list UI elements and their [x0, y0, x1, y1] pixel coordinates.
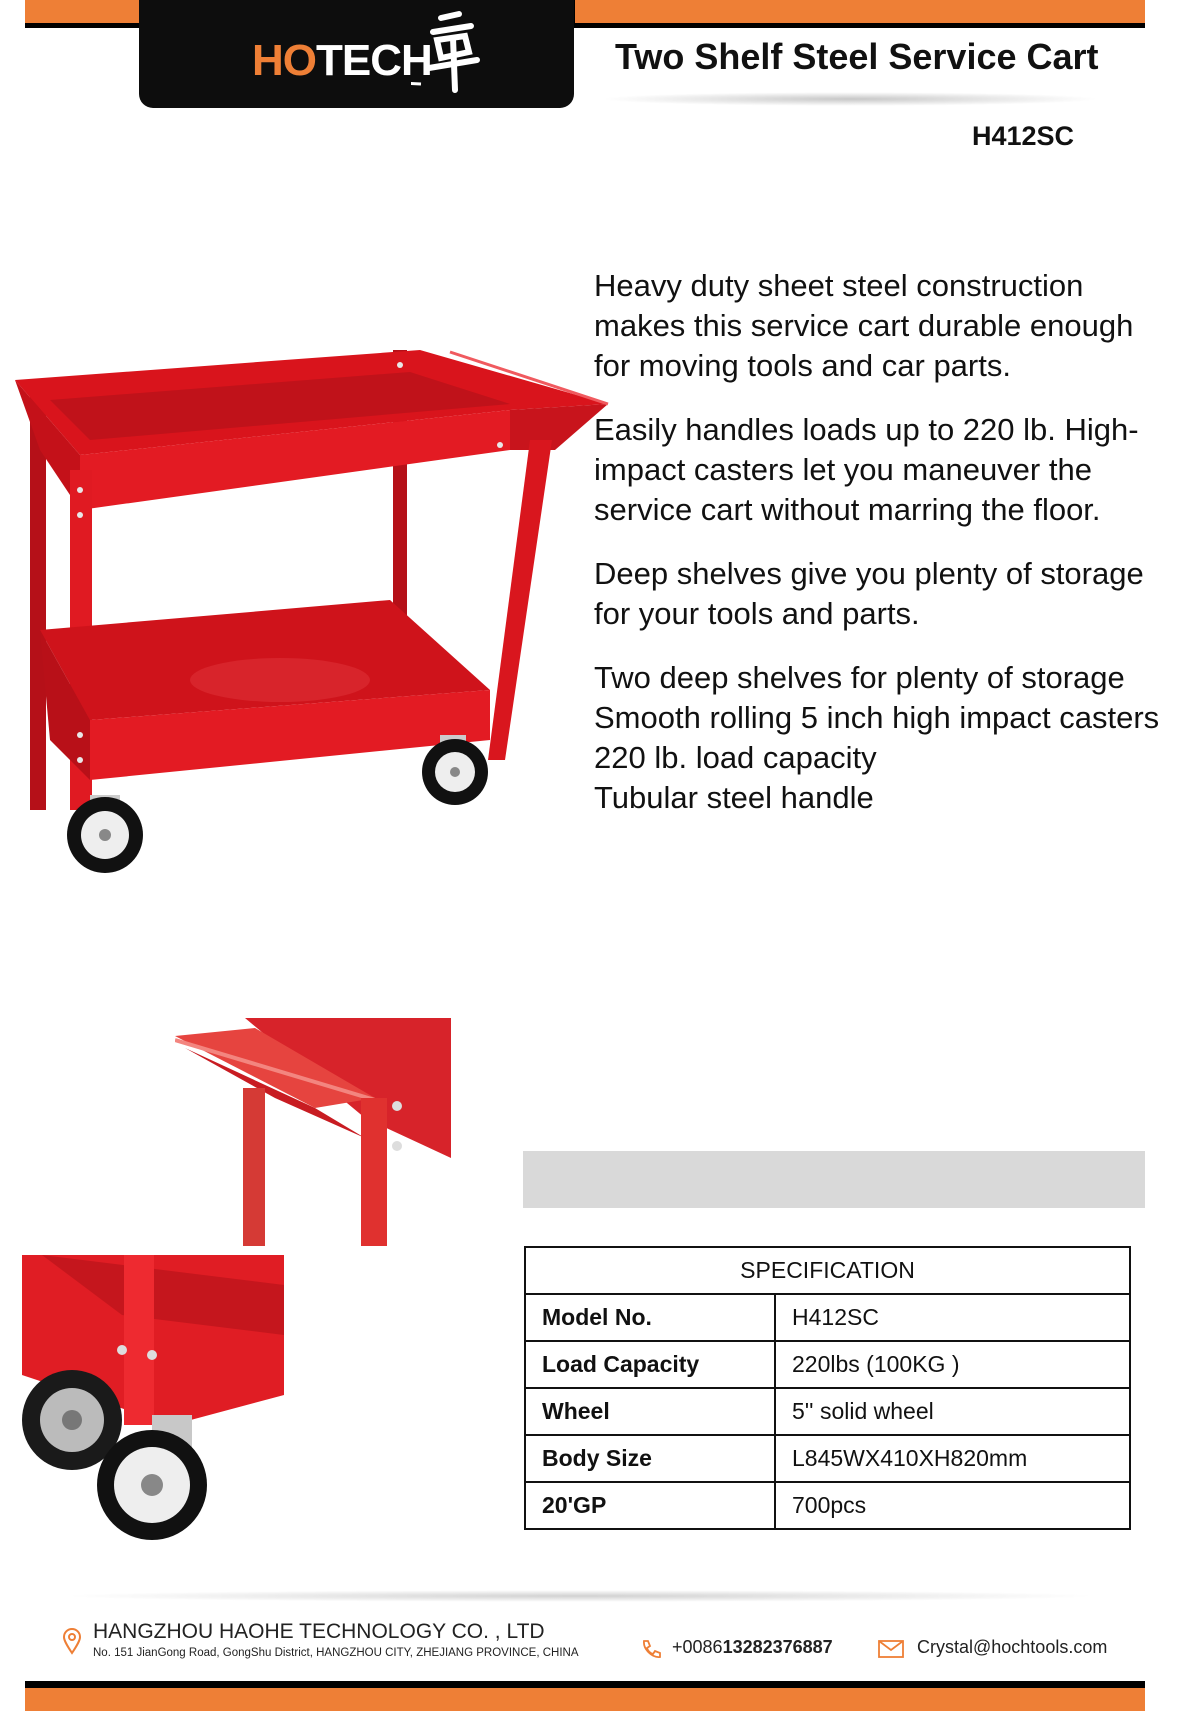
feature-item: Smooth rolling 5 inch high impact casters: [594, 700, 1160, 735]
email-address: Crystal@hochtools.com: [917, 1637, 1108, 1657]
description-paragraph: Easily handles loads up to 220 lb. High-impact casters let you maneuver the service cart without marring the floor.: [594, 412, 1139, 527]
table-row: [525, 1341, 1130, 1388]
logo-brush-icon: [411, 10, 491, 95]
title-shadow: [600, 92, 1100, 106]
product-description: [594, 266, 1174, 842]
location-pin-icon: [62, 1627, 82, 1655]
model-code: H412SC: [972, 121, 1075, 151]
top-bar-accent-right: [575, 0, 1145, 23]
handle-detail-image: [175, 1018, 451, 1246]
spec-heading: SPECIFICATION: [525, 1247, 1130, 1294]
company-address: No. 151 JianGong Road, GongShu District, HANGZHOU CITY, ZHEJIANG PROVINCE, CHINA: [93, 1647, 579, 1659]
mail-icon: [878, 1640, 904, 1658]
description-paragraph: Deep shelves give you plenty of storage for your tools and parts.: [594, 556, 1144, 631]
spec-key: Model No.: [525, 1294, 775, 1341]
cart-image: [10, 340, 610, 940]
table-row: [525, 1388, 1130, 1435]
phone-icon: [640, 1638, 662, 1660]
logo: [139, 0, 574, 108]
bottom-bar: [25, 1681, 1145, 1711]
table-row: [525, 1482, 1130, 1529]
grey-band: [523, 1151, 1145, 1208]
wheel-detail-image: [22, 1255, 284, 1555]
feature-item: Tubular steel handle: [594, 780, 874, 815]
spec-value: 220lbs (100KG ): [775, 1341, 1130, 1388]
spec-value: H412SC: [775, 1294, 1130, 1341]
spec-value: 700pcs: [775, 1482, 1130, 1529]
phone-number: +008613282376887: [672, 1637, 833, 1657]
spec-key: 20'GP: [525, 1482, 775, 1529]
table-row: [525, 1435, 1130, 1482]
feature-item: Two deep shelves for plenty of storage: [594, 660, 1125, 695]
specification-table: [524, 1246, 1131, 1530]
company-name: HANGZHOU HAOHE TECHNOLOGY CO. , LTD: [93, 1620, 545, 1643]
table-row: [525, 1294, 1130, 1341]
feature-list: [594, 658, 1174, 818]
logo-wordmark: HOTECH: [252, 36, 432, 85]
spec-key: Load Capacity: [525, 1341, 775, 1388]
description-paragraph: Heavy duty sheet steel construction makes this service cart durable enough for moving tools and car parts.: [594, 268, 1134, 383]
footer-shadow: [60, 1590, 1100, 1602]
spec-key: Wheel: [525, 1388, 775, 1435]
page-title: Two Shelf Steel Service Cart: [615, 36, 1099, 77]
spec-value: 5'' solid wheel: [775, 1388, 1130, 1435]
feature-item: 220 lb. load capacity: [594, 740, 877, 775]
spec-value: L845WX410XH820mm: [775, 1435, 1130, 1482]
bottom-bar-accent: [25, 1688, 1145, 1711]
top-bar-accent-left: [25, 0, 140, 23]
spec-key: Body Size: [525, 1435, 775, 1482]
spec-heading-row: [525, 1247, 1130, 1294]
